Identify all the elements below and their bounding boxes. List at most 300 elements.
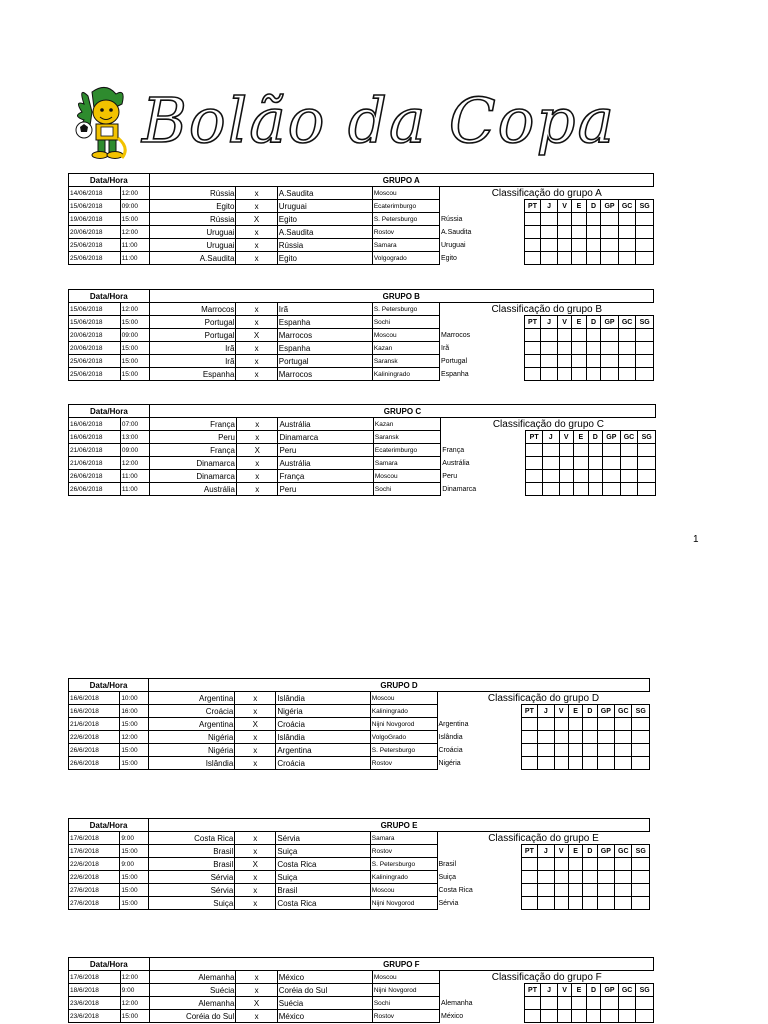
home-team: Suiça: [149, 897, 235, 910]
match-date: 18/6/2018: [69, 984, 121, 997]
match-row: [69, 226, 654, 239]
stat-cell: [554, 757, 568, 770]
stat-cell: [615, 858, 632, 871]
match-date: 22/6/2018: [69, 858, 120, 871]
stat-cell: [620, 457, 638, 470]
versus-mark: x: [237, 483, 278, 496]
match-date: 16/6/2018: [69, 705, 120, 718]
away-team: Coréia do Sul: [277, 984, 372, 997]
match-row: [69, 757, 650, 770]
stat-cell: [568, 871, 582, 884]
stat-header-v: V: [557, 316, 571, 329]
stat-cell: [618, 355, 636, 368]
stat-header-sg: SG: [636, 316, 654, 329]
stat-cell: [597, 757, 614, 770]
match-date: 15/06/2018: [69, 200, 121, 213]
logo-title: Bolão da Copa: [141, 84, 616, 157]
versus-mark: x: [236, 368, 277, 381]
away-team: Nigéria: [276, 705, 370, 718]
match-time: 15:00: [120, 757, 149, 770]
versus-mark: x: [235, 871, 276, 884]
standings-team: Sérvia: [438, 899, 459, 907]
stat-cell: [601, 252, 619, 265]
versus-mark: x: [235, 845, 276, 858]
away-team: Uruguai: [277, 200, 372, 213]
match-row: [69, 355, 654, 368]
match-date: 27/6/2018: [69, 897, 120, 910]
versus-mark: x: [237, 457, 278, 470]
standings-team: Marrocos: [441, 331, 471, 339]
stat-cell: [557, 368, 571, 381]
home-team: Nigéria: [149, 731, 235, 744]
match-time: 11:00: [120, 470, 149, 483]
stat-cell: [572, 213, 586, 226]
stat-cell: [521, 718, 537, 731]
match-row: [69, 418, 656, 431]
stat-cell: [541, 342, 558, 355]
group-name: GRUPO A: [149, 174, 653, 187]
stat-cell: [597, 731, 614, 744]
away-team: Espanha: [277, 316, 372, 329]
away-team: Brasil: [276, 884, 370, 897]
match-row: [69, 342, 654, 355]
stat-header-pt: PT: [524, 316, 541, 329]
group-table-b: [68, 289, 654, 381]
stat-header-e: E: [574, 431, 589, 444]
match-time: 12:00: [120, 226, 149, 239]
page-number: 1: [693, 534, 699, 545]
match-row: [69, 884, 650, 897]
match-city: Moscou: [372, 187, 439, 200]
group-table-f: [68, 957, 654, 1023]
match-time: 9:00: [120, 858, 149, 871]
stat-cell: [554, 718, 568, 731]
stat-cell: [541, 368, 558, 381]
away-team: Rússia: [277, 239, 372, 252]
stat-cell: [632, 871, 650, 884]
match-row: [69, 329, 654, 342]
versus-mark: x: [236, 226, 277, 239]
match-city: Ecaterimburgo: [373, 444, 440, 457]
stat-cell: [620, 444, 638, 457]
stat-cell: [618, 368, 636, 381]
away-team: Croácia: [276, 718, 370, 731]
match-row: [69, 984, 654, 997]
stat-cell: [618, 329, 636, 342]
stat-cell: [601, 997, 619, 1010]
stat-cell: [541, 252, 558, 265]
stat-header-v: V: [559, 431, 574, 444]
stat-header-d: D: [588, 431, 603, 444]
stat-cell: [572, 239, 586, 252]
home-team: Sérvia: [149, 884, 235, 897]
stat-cell: [586, 213, 600, 226]
away-team: Portugal: [277, 355, 372, 368]
group-name: GRUPO C: [149, 405, 655, 418]
home-team: A.Saudita: [149, 252, 236, 265]
versus-mark: x: [235, 744, 276, 757]
match-city: Kazan: [373, 418, 440, 431]
stat-header-pt: PT: [526, 431, 543, 444]
standings-team: Costa Rica: [438, 886, 473, 894]
versus-mark: x: [236, 355, 277, 368]
stat-cell: [572, 342, 586, 355]
stat-header-d: D: [586, 984, 600, 997]
match-date: 21/06/2018: [69, 457, 121, 470]
stat-cell: [636, 342, 654, 355]
match-city: Nijni Novgorod: [372, 984, 439, 997]
stat-cell: [572, 329, 586, 342]
group-table-e: [68, 818, 650, 910]
stat-cell: [638, 444, 656, 457]
match-row: [69, 316, 654, 329]
stat-cell: [583, 731, 597, 744]
stat-cell: [557, 252, 571, 265]
stat-cell: [583, 757, 597, 770]
stat-cell: [601, 239, 619, 252]
stat-cell: [620, 483, 638, 496]
stat-cell: [568, 884, 582, 897]
stat-cell: [542, 483, 559, 496]
match-city: Rostov: [370, 845, 437, 858]
stat-cell: [601, 355, 619, 368]
stat-cell: [603, 483, 621, 496]
stat-cell: [601, 368, 619, 381]
stat-cell: [636, 226, 654, 239]
away-team: Suécia: [277, 997, 372, 1010]
home-team: Marrocos: [149, 303, 236, 316]
stat-cell: [524, 252, 541, 265]
stat-cell: [524, 342, 541, 355]
stat-header-gp: GP: [597, 705, 614, 718]
stat-cell: [568, 897, 582, 910]
versus-mark: x: [236, 200, 277, 213]
group-name: GRUPO E: [149, 819, 650, 832]
match-time: 15:00: [120, 718, 149, 731]
stat-cell: [568, 731, 582, 744]
stat-cell: [557, 1010, 571, 1023]
versus-mark: x: [236, 342, 277, 355]
home-team: Nigéria: [149, 744, 235, 757]
away-team: México: [277, 1010, 372, 1023]
group-name: GRUPO B: [149, 290, 653, 303]
standings-team: Rússia: [441, 215, 463, 223]
stat-cell: [586, 368, 600, 381]
match-city: Moscou: [370, 884, 437, 897]
versus-mark: x: [235, 884, 276, 897]
stat-cell: [559, 470, 574, 483]
stat-cell: [524, 329, 541, 342]
away-team: Marrocos: [277, 368, 372, 381]
bolao-da-copa-logo: [70, 82, 630, 164]
stat-cell: [521, 757, 537, 770]
home-team: Croácia: [149, 705, 235, 718]
match-city: Samara: [370, 832, 437, 845]
match-city: Moscou: [370, 692, 437, 705]
match-date: 17/6/2018: [69, 832, 120, 845]
versus-mark: X: [235, 858, 276, 871]
match-time: 10:00: [120, 692, 149, 705]
stat-cell: [541, 226, 558, 239]
away-team: Argentina: [276, 744, 370, 757]
stat-cell: [526, 444, 543, 457]
stat-cell: [583, 884, 597, 897]
stat-header-j: J: [541, 984, 558, 997]
standings-team: Islândia: [438, 733, 463, 741]
stat-cell: [524, 213, 541, 226]
match-date: 16/6/2018: [69, 692, 120, 705]
stat-cell: [583, 718, 597, 731]
home-team: Costa Rica: [149, 832, 235, 845]
stat-cell: [574, 444, 589, 457]
versus-mark: X: [235, 718, 276, 731]
stat-header-e: E: [568, 705, 582, 718]
match-city: Kaliningrado: [372, 368, 439, 381]
stat-cell: [583, 897, 597, 910]
stat-cell: [586, 342, 600, 355]
group-table-c: [68, 404, 656, 496]
standings-team: Egito: [441, 254, 457, 262]
classification-title: Classificação do grupo A: [491, 187, 602, 199]
match-time: 11:00: [120, 252, 149, 265]
standings-team: México: [441, 1012, 464, 1020]
match-time: 13:00: [120, 431, 149, 444]
stat-header-j: J: [538, 705, 554, 718]
away-team: Dinamarca: [278, 431, 373, 444]
standings-team: Argentina: [438, 720, 469, 728]
home-team: Alemanha: [149, 997, 236, 1010]
stat-header-j: J: [542, 431, 559, 444]
match-time: 15:00: [120, 1010, 149, 1023]
stat-cell: [524, 368, 541, 381]
stat-cell: [526, 470, 543, 483]
stat-cell: [541, 329, 558, 342]
classification-title: Classificação do grupo B: [491, 303, 603, 315]
stat-cell: [586, 239, 600, 252]
stat-cell: [597, 718, 614, 731]
match-date: 25/06/2018: [69, 355, 121, 368]
match-date: 20/06/2018: [69, 329, 121, 342]
home-team: Argentina: [149, 692, 235, 705]
stat-cell: [572, 997, 586, 1010]
match-date: 19/06/2018: [69, 213, 121, 226]
stat-header-d: D: [583, 705, 597, 718]
stat-cell: [574, 483, 589, 496]
match-date: 25/06/2018: [69, 368, 121, 381]
home-team: Argentina: [149, 718, 235, 731]
match-time: 15:00: [120, 355, 149, 368]
stat-cell: [620, 470, 638, 483]
stat-cell: [557, 226, 571, 239]
stat-cell: [524, 355, 541, 368]
stat-cell: [615, 871, 632, 884]
home-team: Uruguai: [149, 226, 236, 239]
stat-cell: [568, 858, 582, 871]
match-date: 26/06/2018: [69, 483, 121, 496]
stat-cell: [538, 858, 554, 871]
stat-cell: [615, 731, 632, 744]
standings-team: Irã: [441, 344, 450, 352]
stat-header-gc: GC: [618, 316, 636, 329]
away-team: Peru: [278, 444, 373, 457]
home-team: Portugal: [149, 329, 236, 342]
match-time: 12:00: [120, 303, 149, 316]
away-team: México: [277, 971, 372, 984]
standings-team: Suiça: [438, 873, 457, 881]
classification-title: Classificação do grupo C: [492, 418, 604, 430]
stat-cell: [554, 897, 568, 910]
match-date: 20/06/2018: [69, 342, 121, 355]
standings-spacer: [440, 200, 525, 213]
stat-header-pt: PT: [524, 200, 541, 213]
match-city: S. Petersburgo: [372, 303, 439, 316]
stat-header-v: V: [557, 200, 571, 213]
stat-cell: [568, 744, 582, 757]
match-date: 16/06/2018: [69, 418, 121, 431]
stat-cell: [636, 355, 654, 368]
stat-header-gp: GP: [601, 316, 619, 329]
match-city: Kaliningrado: [370, 705, 437, 718]
stat-cell: [586, 329, 600, 342]
stat-header-j: J: [541, 316, 558, 329]
stat-cell: [636, 252, 654, 265]
match-row: [69, 731, 650, 744]
stat-cell: [586, 1010, 600, 1023]
stat-cell: [521, 744, 537, 757]
stat-header-gc: GC: [615, 845, 632, 858]
match-row: [69, 744, 650, 757]
match-city: Sochi: [372, 997, 439, 1010]
versus-mark: x: [235, 832, 276, 845]
match-date: 26/6/2018: [69, 757, 120, 770]
date-time-header: Data/Hora: [69, 290, 150, 303]
stat-cell: [572, 355, 586, 368]
stat-cell: [541, 355, 558, 368]
stat-header-gc: GC: [618, 984, 636, 997]
stat-cell: [538, 744, 554, 757]
home-team: Egito: [149, 200, 236, 213]
match-date: 26/6/2018: [69, 744, 120, 757]
stat-header-sg: SG: [638, 431, 656, 444]
stat-cell: [554, 871, 568, 884]
away-team: Suiça: [276, 845, 370, 858]
match-row: [69, 1010, 654, 1023]
stat-header-pt: PT: [521, 845, 537, 858]
match-time: 16:00: [120, 705, 149, 718]
stat-cell: [521, 858, 537, 871]
stat-header-d: D: [586, 200, 600, 213]
standings-team: Austrália: [442, 459, 470, 467]
stat-cell: [603, 444, 621, 457]
stat-cell: [574, 457, 589, 470]
stat-cell: [554, 858, 568, 871]
match-row: [69, 718, 650, 731]
match-date: 22/6/2018: [69, 871, 120, 884]
stat-cell: [557, 997, 571, 1010]
versus-mark: x: [236, 252, 277, 265]
match-city: Rostov: [372, 226, 439, 239]
match-date: 21/6/2018: [69, 718, 120, 731]
stat-header-v: V: [554, 705, 568, 718]
match-date: 17/6/2018: [69, 971, 121, 984]
match-row: [69, 483, 656, 496]
match-time: 11:00: [120, 239, 149, 252]
match-date: 23/6/2018: [69, 1010, 121, 1023]
match-time: 15:00: [120, 845, 149, 858]
versus-mark: x: [236, 316, 277, 329]
stat-header-j: J: [541, 200, 558, 213]
stat-cell: [524, 239, 541, 252]
match-time: 15:00: [120, 316, 149, 329]
home-team: França: [149, 444, 236, 457]
match-city: Samara: [373, 457, 440, 470]
standings-team: Uruguai: [441, 241, 466, 249]
stat-cell: [559, 457, 574, 470]
stat-cell: [636, 213, 654, 226]
stat-cell: [541, 213, 558, 226]
versus-mark: X: [236, 213, 277, 226]
away-team: Espanha: [277, 342, 372, 355]
match-time: 07:00: [120, 418, 149, 431]
stat-cell: [632, 744, 650, 757]
stat-header-pt: PT: [524, 984, 541, 997]
stat-cell: [638, 483, 656, 496]
match-city: Nijni Novgorod: [370, 897, 437, 910]
stat-cell: [554, 884, 568, 897]
classification-title: Classificação do grupo E: [488, 832, 599, 844]
standings-team: França: [442, 446, 465, 454]
stat-cell: [521, 871, 537, 884]
match-time: 15:00: [120, 368, 149, 381]
match-row: [69, 692, 650, 705]
match-time: 15:00: [120, 884, 149, 897]
stat-cell: [524, 226, 541, 239]
match-date: 20/06/2018: [69, 226, 121, 239]
stat-cell: [636, 997, 654, 1010]
away-team: Austrália: [278, 418, 373, 431]
stat-cell: [601, 329, 619, 342]
home-team: Irã: [149, 342, 236, 355]
home-team: Suécia: [149, 984, 236, 997]
away-team: Austrália: [278, 457, 373, 470]
standings-spacer: [440, 984, 525, 997]
stat-cell: [597, 744, 614, 757]
match-row: [69, 845, 650, 858]
standings-team: Portugal: [441, 357, 468, 365]
stat-cell: [615, 744, 632, 757]
match-city: Rostov: [372, 1010, 439, 1023]
stat-cell: [538, 884, 554, 897]
stat-cell: [583, 858, 597, 871]
stat-header-gc: GC: [620, 431, 638, 444]
match-city: S. Petersburgo: [370, 858, 437, 871]
match-time: 09:00: [120, 444, 149, 457]
standings-team: Brasil: [438, 860, 457, 868]
stat-cell: [572, 226, 586, 239]
stat-cell: [615, 757, 632, 770]
stat-header-e: E: [572, 316, 586, 329]
home-team: Coréia do Sul: [149, 1010, 236, 1023]
stat-header-e: E: [568, 845, 582, 858]
home-team: Peru: [149, 431, 236, 444]
stat-cell: [572, 1010, 586, 1023]
stat-cell: [572, 368, 586, 381]
stat-cell: [618, 252, 636, 265]
standings-team: Alemanha: [441, 999, 473, 1007]
match-row: [69, 457, 656, 470]
match-city: Moscou: [373, 470, 440, 483]
stat-cell: [588, 457, 603, 470]
